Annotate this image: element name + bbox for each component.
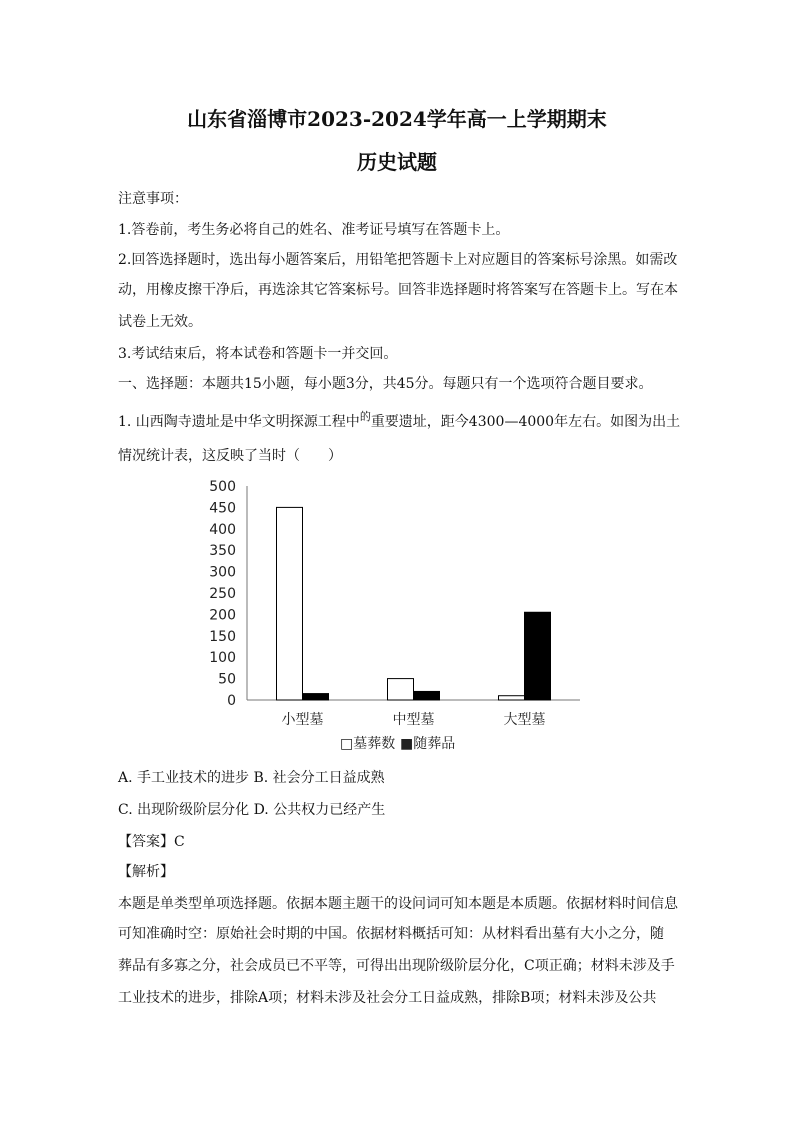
notes-heading: 注意事项： [118, 191, 188, 207]
bar-tomb-count-2 [388, 679, 414, 700]
analysis-line-4: 工业技术的进步，排除A项；材料未涉及社会分工日益成熟，排除B项；材料未涉及公共 [118, 990, 657, 1006]
bar-grave-goods-3 [525, 612, 551, 700]
y-tick-label: 100 [209, 650, 236, 667]
question-1-stem-part-b: 重要遗址，距今4300—4000年左右。如图为出土 [370, 414, 681, 430]
section-heading: 一、选择题：本题共15小题，每小题3分，共45分。每题只有一个选项符合题目要求。 [118, 376, 653, 392]
y-tick-label: 400 [209, 521, 236, 538]
y-tick-label: 50 [218, 671, 236, 688]
question-1-stem-line-2: 情况统计表，这反映了当时（ ） [118, 448, 342, 464]
bar-tomb-count-1 [277, 507, 303, 700]
bar-grave-goods-1 [303, 694, 329, 700]
bar-tomb-count-3 [499, 696, 525, 700]
note-item-1: 1.答卷前，考生务必将自己的姓名、准考证号填写在答题卡上。 [118, 222, 510, 238]
x-tick-label: 中型墓 [392, 712, 435, 728]
question-1-stem [118, 411, 688, 431]
y-tick-label: 250 [209, 586, 236, 602]
y-tick-label: 500 [209, 479, 236, 495]
x-tick-label: 大型墓 [503, 712, 546, 728]
page-title: 山东省淄博市2023-2024学年高一上学期期末 [187, 107, 607, 131]
legend-entry-tomb-count: □墓葬数 [340, 736, 396, 752]
analysis-line-3: 葬品有多寡之分，社会成员已不平等，可得出出现阶级阶层分化，C项正确；材料未涉及手 [118, 958, 675, 974]
option-a-b: A. 手工业技术的进步 B. 社会分工日益成熟 [118, 770, 385, 786]
bar-grave-goods-2 [414, 691, 440, 700]
y-tick-label: 200 [209, 607, 236, 624]
option-c-d: C. 出现阶级阶层分化 D. 公共权力已经产生 [118, 802, 386, 818]
note-item-2-line-3: 试卷上无效。 [118, 314, 202, 330]
note-item-2-line-2: 动，用橡皮擦干净后，再选涂其它答案标号。回答非选择题时将答案写在答题卡上。写在本 [118, 282, 678, 298]
note-item-3: 3.考试结束后，将本试卷和答题卡一并交回。 [118, 346, 398, 362]
tomb-statistics-chart [200, 476, 600, 758]
question-1-stem-part-a: 1. 山西陶寺遗址是中华文明探源工程中 [118, 414, 360, 430]
question-1-stem-superscript: 的 [359, 410, 371, 423]
x-tick-label: 小型墓 [281, 712, 324, 728]
y-tick-label: 450 [209, 500, 236, 517]
analysis-line-1: 本题是单类型单项选择题。依据本题主题干的设问词可知本题是本质题。依据材料时间信息 [118, 896, 678, 912]
analysis-heading: 【解析】 [118, 864, 174, 880]
y-tick-label: 150 [209, 628, 236, 645]
page-subtitle: 历史试题 [357, 150, 437, 174]
note-item-2-line-1: 2.回答选择题时，选出每小题答案后，用铅笔把答题卡上对应题目的答案标号涂黑。如需改 [118, 252, 678, 268]
y-tick-label: 350 [209, 543, 236, 560]
y-tick-label: 0 [227, 693, 236, 709]
analysis-line-2: 可知准确时空：原始社会时期的中国。依据材料概括可知：从材料看出墓有大小之分，随 [118, 926, 664, 942]
legend-entry-grave-goods: ■随葬品 [400, 736, 456, 752]
answer-label: 【答案】C [118, 834, 185, 850]
y-tick-label: 300 [209, 564, 236, 581]
